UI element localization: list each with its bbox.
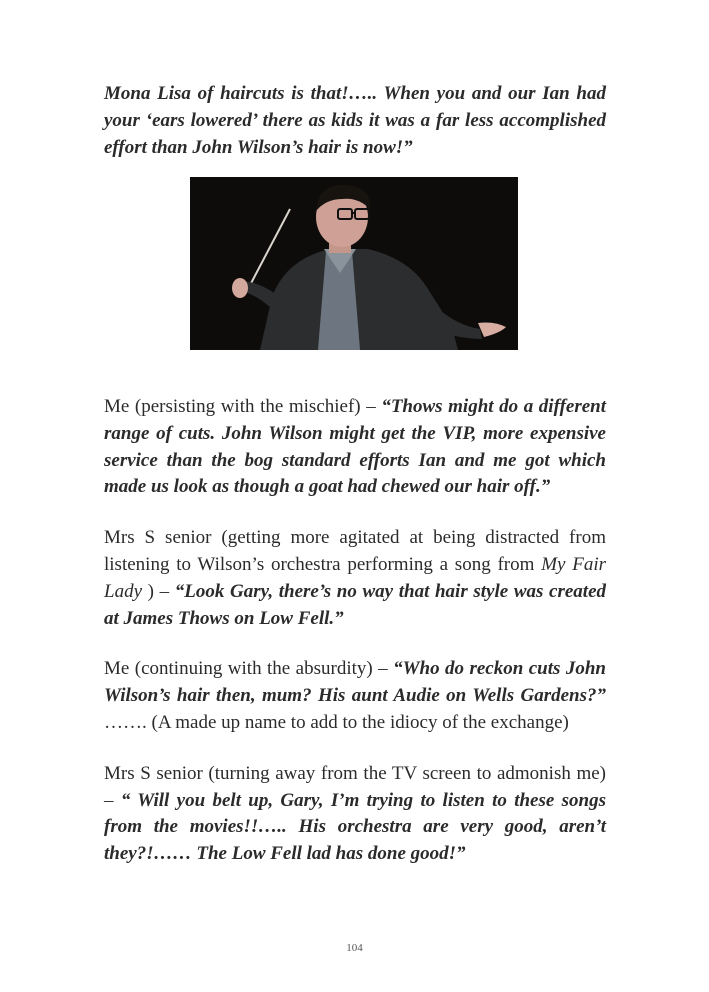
- paragraph-4: [104, 761, 606, 868]
- page-body-lower: [104, 394, 606, 892]
- paragraph-3-tail: ……. (A made up name to add to the idiocy of the exchange): [104, 711, 569, 733]
- paragraph-2-lead: Mrs S senior (getting more agitated at being distracted from listening to Wilson’s orchestra performing a song from: [104, 527, 606, 575]
- paragraph-2-quote: “Look Gary, there’s no way that hair style was created at James Thows on Low Fell.”: [104, 580, 607, 629]
- paragraph-2: [104, 525, 606, 632]
- paragraph-1-quote: “Thows might do a different range of cuts. John Wilson might get the VIP, more expensive service than the bog standard efforts Ian and me got which made us look as though a goat had chewed our hair off.”: [104, 396, 607, 498]
- paragraph-top-quote: Mona Lisa of haircuts is that!….. When you and our Ian had your ‘ears lowered’ there as kids it was a far less accomplished effort than John Wilson’s hair is now!”: [104, 83, 606, 158]
- conductor-photo: [190, 177, 518, 350]
- paragraph-1: [104, 394, 606, 501]
- page-number: 104: [346, 942, 363, 954]
- paragraph-2-title: My Fair Lady: [104, 553, 606, 602]
- paragraph-4-quote: “ Will you belt up, Gary, I’m trying to listen to these songs from the movies!!….. His orchestra are very good, aren’t they?!…… The Low Fell lad has done good!”: [104, 789, 606, 865]
- paragraph-4-lead: Mrs S senior (turning away from the TV screen to admonish me) –: [104, 762, 606, 811]
- paragraph-1-lead: Me (persisting with the mischief) –: [104, 396, 382, 417]
- paragraph-3: [104, 656, 606, 736]
- page-body: [104, 81, 606, 161]
- paragraph-2-mid: ) –: [142, 580, 175, 602]
- paragraph-3-lead: Me (continuing with the absurdity) –: [104, 658, 394, 680]
- photo-conductor-icon: [190, 177, 518, 350]
- paragraph-3-quote: “Who do reckon cuts John Wilson’s hair then, mum? His aunt Audie on Wells Gardens?”: [104, 658, 606, 707]
